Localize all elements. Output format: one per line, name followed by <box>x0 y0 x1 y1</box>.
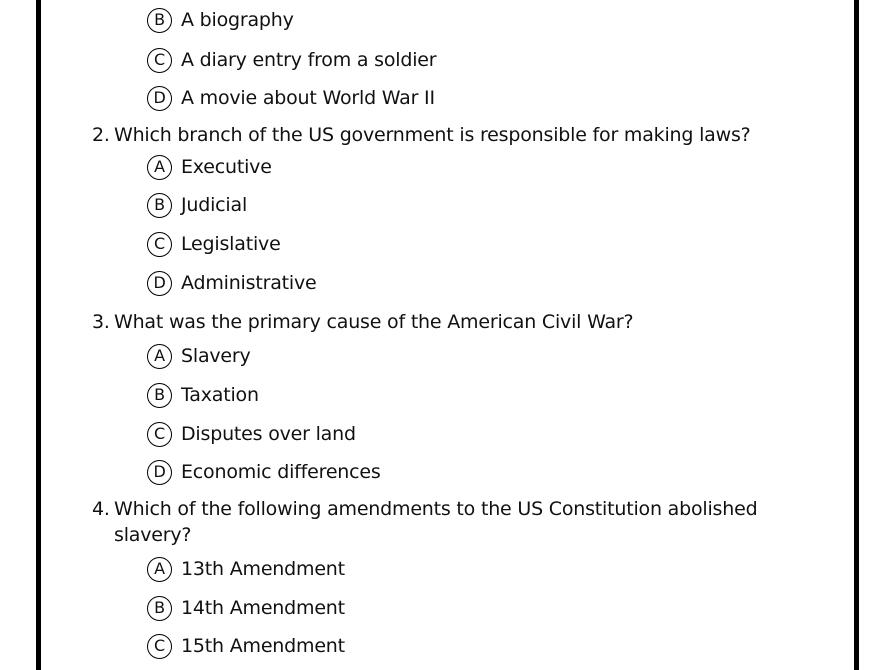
answer-bubble[interactable]: B <box>147 383 172 408</box>
q1-option-d[interactable] <box>147 84 435 112</box>
q3-option-c[interactable] <box>147 420 356 448</box>
option-text: 15th Amendment <box>181 635 345 657</box>
q3-option-a[interactable] <box>147 342 251 370</box>
answer-bubble[interactable]: B <box>147 193 172 218</box>
question-number: 2. <box>92 124 110 146</box>
answer-bubble[interactable]: C <box>147 422 172 447</box>
q1-option-c[interactable] <box>147 46 436 74</box>
answer-bubble[interactable]: C <box>147 634 172 659</box>
question-text: Which of the following amendments to the US Constitution abolished slavery? <box>114 498 758 546</box>
answer-bubble[interactable]: A <box>147 155 172 180</box>
q2-option-c[interactable] <box>147 230 281 258</box>
question-text: What was the primary cause of the American Civil War? <box>114 311 634 333</box>
q2-option-b[interactable] <box>147 191 247 219</box>
answer-bubble[interactable]: B <box>147 8 172 33</box>
q4-option-a[interactable] <box>147 555 345 583</box>
option-text: Economic differences <box>181 461 381 483</box>
option-text: Executive <box>181 156 272 178</box>
option-text: 14th Amendment <box>181 597 345 619</box>
q2-option-a[interactable] <box>147 153 272 181</box>
answer-bubble[interactable]: D <box>147 460 172 485</box>
option-text: 13th Amendment <box>181 558 345 580</box>
question-number: 4. <box>92 498 110 520</box>
q3-option-d[interactable] <box>147 458 381 486</box>
option-text: Taxation <box>181 384 259 406</box>
option-text: A biography <box>181 9 294 31</box>
question-4 <box>92 496 814 548</box>
q1-option-b[interactable] <box>147 6 294 34</box>
answer-bubble[interactable]: A <box>147 557 172 582</box>
answer-bubble[interactable]: C <box>147 48 172 73</box>
answer-bubble[interactable]: A <box>147 344 172 369</box>
option-text: Administrative <box>181 272 317 294</box>
option-text: Legislative <box>181 233 281 255</box>
q3-option-b[interactable] <box>147 381 259 409</box>
option-text: Judicial <box>181 194 248 216</box>
answer-bubble[interactable]: D <box>147 271 172 296</box>
q4-option-b[interactable] <box>147 594 345 622</box>
question-2 <box>92 122 792 148</box>
question-text: Which branch of the US government is responsible for making laws? <box>114 124 751 146</box>
option-text: Slavery <box>181 345 251 367</box>
q2-option-d[interactable] <box>147 269 317 297</box>
answer-bubble[interactable]: D <box>147 86 172 111</box>
q4-option-c[interactable] <box>147 632 345 660</box>
option-text: A movie about World War II <box>181 87 435 109</box>
option-text: A diary entry from a soldier <box>181 49 437 71</box>
option-text: Disputes over land <box>181 423 356 445</box>
answer-bubble[interactable]: B <box>147 596 172 621</box>
question-number: 3. <box>92 311 110 333</box>
answer-bubble[interactable]: C <box>147 232 172 257</box>
question-3 <box>92 309 792 335</box>
